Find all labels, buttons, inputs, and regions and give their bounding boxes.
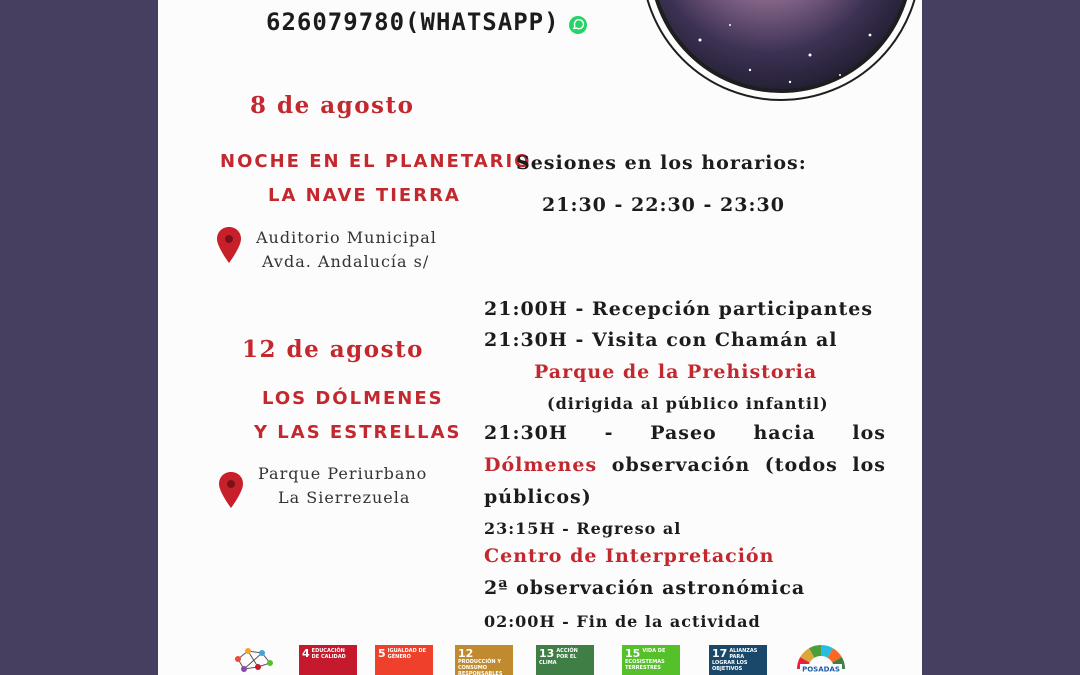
sdg-number: 5 bbox=[378, 647, 386, 660]
sdg-12-badge bbox=[455, 645, 513, 675]
galaxy-image bbox=[640, 0, 922, 102]
network-logo-icon bbox=[232, 645, 276, 675]
schedule-line5-text: 21:30H - Paseo hacia los bbox=[484, 422, 886, 444]
location-pin-icon bbox=[219, 472, 243, 508]
schedule-line7: Centro de Interpretación bbox=[484, 545, 775, 567]
event2-title-line2: Y LAS ESTRELLAS bbox=[254, 422, 462, 443]
sdg-13-badge bbox=[536, 645, 594, 675]
event2-place-line1: Parque Periurbano bbox=[258, 464, 428, 483]
sdg-number: 17 bbox=[712, 647, 728, 660]
schedule-line4: (dirigida al público infantil) bbox=[547, 394, 829, 413]
sdg-4-badge bbox=[299, 645, 357, 675]
schedule-line2: 21:30H - Visita con Chamán al bbox=[484, 329, 838, 351]
location-pin-icon bbox=[217, 227, 241, 263]
posadas-logo-text: POSADAS bbox=[802, 665, 840, 674]
contact-phone: 626079780(WHATSAPP) bbox=[266, 8, 560, 36]
schedule-line1: 21:00H - Recepción participantes bbox=[484, 298, 874, 320]
sdg-17-badge bbox=[709, 645, 767, 675]
sdg-label: PRODUCCIÓN Y CONSUMO RESPONSABLES bbox=[458, 659, 503, 675]
sdg-label: IGUALDAD DE GÉNERO bbox=[387, 648, 427, 660]
sdg-label: ACCIÓN POR EL CLIMA bbox=[539, 648, 578, 666]
event1-place-line1: Auditorio Municipal bbox=[256, 228, 437, 247]
event1-place-line2: Avda. Andalucía s/ bbox=[262, 252, 430, 271]
event1-date: 8 de agosto bbox=[250, 92, 415, 119]
event2-title-line1: LOS DÓLMENES bbox=[262, 388, 444, 409]
schedule-line8: 2ª observación astronómica bbox=[484, 577, 806, 599]
schedule-line6: 23:15H - Regreso al bbox=[484, 519, 682, 538]
sdg-number: 15 bbox=[625, 647, 641, 660]
sdg-label: ALIANZAS PARA LOGRAR LOS OBJETIVOS bbox=[712, 648, 758, 672]
sdg-label: VIDA DE ECOSISTEMAS TERRESTRES bbox=[625, 648, 666, 671]
sdg-label: EDUCACIÓN DE CALIDAD bbox=[311, 648, 346, 660]
schedule-line3: Parque de la Prehistoria bbox=[534, 361, 818, 383]
event2-place-line2: La Sierrezuela bbox=[278, 488, 411, 507]
event-poster bbox=[158, 0, 922, 675]
schedule-line9: 02:00H - Fin de la actividad bbox=[484, 612, 761, 631]
sdg-15-badge bbox=[622, 645, 680, 675]
sessions-heading: Sesiones en los horarios: bbox=[516, 152, 807, 174]
sdg-number: 4 bbox=[302, 647, 310, 660]
whatsapp-icon bbox=[568, 15, 588, 35]
sdg-number: 12 bbox=[458, 647, 474, 660]
schedule-line5 bbox=[484, 417, 886, 513]
schedule-line5-red: Dólmenes bbox=[484, 454, 598, 476]
event1-title-line2: LA NAVE TIERRA bbox=[268, 185, 461, 206]
event1-title-line1: NOCHE EN EL PLANETARIO bbox=[220, 151, 532, 172]
schedule-line5-text2: observación (todos los públicos) bbox=[484, 454, 886, 508]
posadas-sdg-wheel-logo bbox=[788, 645, 854, 675]
event2-date: 12 de agosto bbox=[242, 336, 424, 363]
sdg-number: 13 bbox=[539, 647, 555, 660]
sdg-5-badge bbox=[375, 645, 433, 675]
sessions-times: 21:30 - 22:30 - 23:30 bbox=[542, 194, 785, 216]
